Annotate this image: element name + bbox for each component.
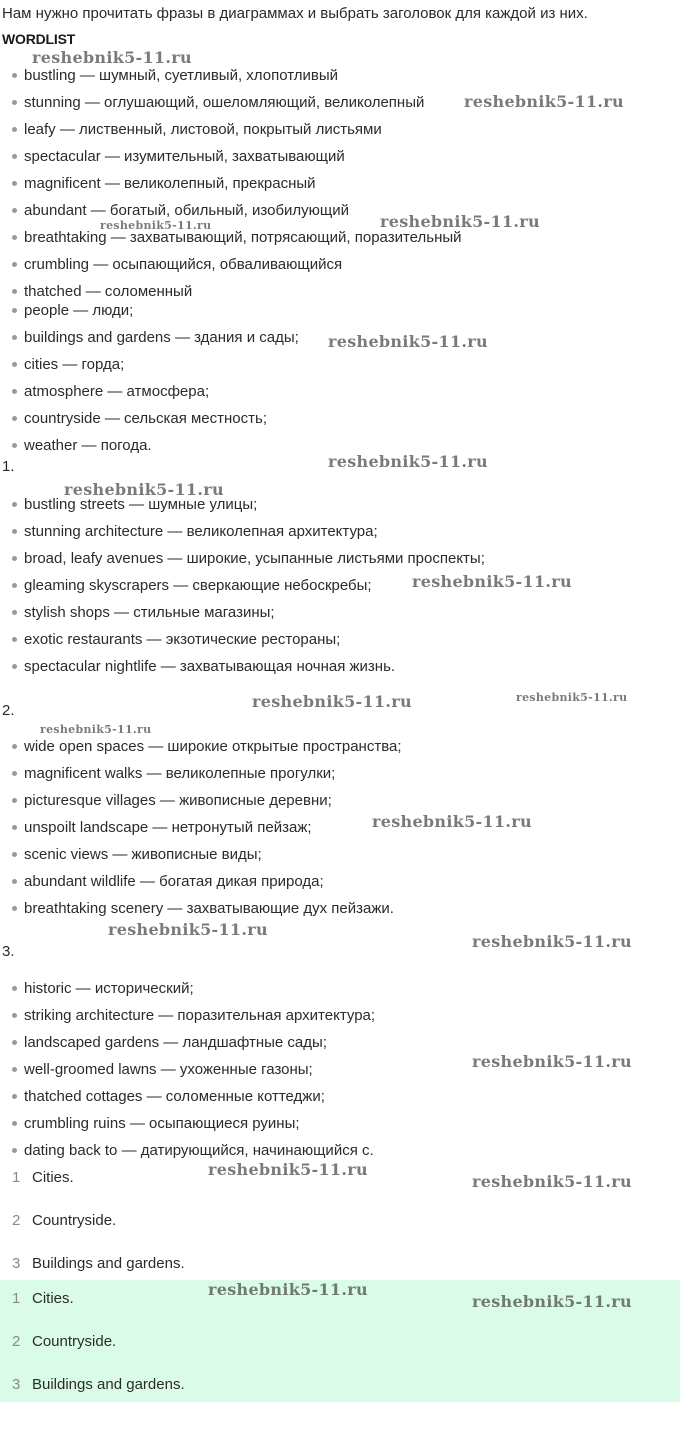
bullet-icon xyxy=(12,744,17,749)
watermark: reshebnik5-11.ru xyxy=(328,332,488,351)
bullet-icon xyxy=(12,529,17,534)
bullet-icon xyxy=(12,556,17,561)
list-item: stunning — оглушающий, ошеломляющий, великолепный xyxy=(12,94,424,111)
answer-text: Countryside. xyxy=(32,1333,117,1350)
bullet-icon xyxy=(12,879,17,884)
bullet-icon xyxy=(12,100,17,105)
bullet-icon xyxy=(12,1040,17,1045)
bullet-icon xyxy=(12,335,17,340)
list-item: historic — исторический; xyxy=(12,980,194,997)
wordlist-heading: WORDLIST xyxy=(2,31,76,47)
bullet-icon xyxy=(12,1148,17,1153)
list-item: exotic restaurants — экзотические рестораны; xyxy=(12,631,340,648)
bullet-icon xyxy=(12,798,17,803)
list-item: countryside — сельская местность; xyxy=(12,410,267,427)
answer-key-row xyxy=(0,1376,185,1393)
intro-text: Нам нужно прочитать фразы в диаграммах и выбрать заголовок для каждой из них. xyxy=(2,5,588,22)
list-item: breathtaking — захватывающий, потрясающий, поразительный xyxy=(12,229,462,246)
list-item: picturesque villages — живописные деревни; xyxy=(12,792,332,809)
watermark: reshebnik5-11.ru xyxy=(100,219,212,232)
watermark: reshebnik5-11.ru xyxy=(64,480,224,499)
answer-text: Cities. xyxy=(32,1290,74,1307)
bullet-icon xyxy=(12,610,17,615)
answer-row xyxy=(0,1212,116,1229)
answer-number: 2 xyxy=(12,1333,21,1350)
bullet-icon xyxy=(12,235,17,240)
list-item: crumbling — осыпающийся, обваливающийся xyxy=(12,256,342,273)
bullet-icon xyxy=(12,443,17,448)
answer-number: 2 xyxy=(12,1212,21,1229)
watermark: reshebnik5-11.ru xyxy=(412,572,572,591)
answer-key-row xyxy=(0,1333,116,1350)
bullet-icon xyxy=(12,637,17,642)
answer-number: 1 xyxy=(12,1290,21,1307)
watermark: reshebnik5-11.ru xyxy=(372,812,532,831)
list-item: breathtaking scenery — захватывающие дух пейзажи. xyxy=(12,900,394,917)
bullet-icon xyxy=(12,664,17,669)
watermark: reshebnik5-11.ru xyxy=(472,1052,632,1071)
answer-text: Countryside. xyxy=(32,1212,117,1229)
bullet-icon xyxy=(12,825,17,830)
bullet-icon xyxy=(12,583,17,588)
list-item: gleaming skyscrapers — сверкающие небоскребы; xyxy=(12,577,372,594)
list-item: striking architecture — поразительная архитектура; xyxy=(12,1007,375,1024)
bullet-icon xyxy=(12,416,17,421)
answer-number: 3 xyxy=(12,1255,21,1272)
watermark: reshebnik5-11.ru xyxy=(208,1280,368,1299)
list-item: bustling — шумный, суетливый, хлопотливый xyxy=(12,67,338,84)
answer-text: Buildings and gardens. xyxy=(32,1255,185,1272)
list-item: thatched — соломенный xyxy=(12,283,192,300)
bullet-icon xyxy=(12,308,17,313)
answer-text: Buildings and gardens. xyxy=(32,1376,185,1393)
list-item: crumbling ruins — осыпающиеся руины; xyxy=(12,1115,300,1132)
bullet-icon xyxy=(12,154,17,159)
watermark: reshebnik5-11.ru xyxy=(380,212,540,231)
list-item: bustling streets — шумные улицы; xyxy=(12,496,257,513)
watermark: reshebnik5-11.ru xyxy=(464,92,624,111)
bullet-icon xyxy=(12,852,17,857)
bullet-icon xyxy=(12,771,17,776)
bullet-icon xyxy=(12,906,17,911)
bullet-icon xyxy=(12,986,17,991)
bullet-icon xyxy=(12,1013,17,1018)
bullet-icon xyxy=(12,289,17,294)
bullet-icon xyxy=(12,127,17,132)
list-item: magnificent walks — великолепные прогулки; xyxy=(12,765,335,782)
list-item: wide open spaces — широкие открытые пространства; xyxy=(12,738,402,755)
list-item: cities — горда; xyxy=(12,356,124,373)
bullet-icon xyxy=(12,73,17,78)
watermark: reshebnik5-11.ru xyxy=(328,452,488,471)
list-item: landscaped gardens — ландшафтные сады; xyxy=(12,1034,327,1051)
list-item: abundant — богатый, обильный, изобилующий xyxy=(12,202,349,219)
answer-row xyxy=(0,1255,185,1272)
list-item: buildings and gardens — здания и сады; xyxy=(12,329,299,346)
bullet-icon xyxy=(12,389,17,394)
watermark: reshebnik5-11.ru xyxy=(472,1292,632,1311)
bullet-icon xyxy=(12,362,17,367)
list-item: spectacular — изумительный, захватывающий xyxy=(12,148,345,165)
section-label: 1. xyxy=(2,458,15,475)
list-item: spectacular nightlife — захватывающая ночная жизнь. xyxy=(12,658,395,675)
list-item: leafy — лиственный, листовой, покрытый листьями xyxy=(12,121,382,138)
bullet-icon xyxy=(12,208,17,213)
answer-text: Cities. xyxy=(32,1169,74,1186)
answer-number: 1 xyxy=(12,1169,21,1186)
list-item: thatched cottages — соломенные коттеджи; xyxy=(12,1088,325,1105)
list-item: weather — погода. xyxy=(12,437,152,454)
section-label: 2. xyxy=(2,702,15,719)
list-item: scenic views — живописные виды; xyxy=(12,846,262,863)
answer-key-row xyxy=(0,1290,74,1307)
watermark: reshebnik5-11.ru xyxy=(472,1172,632,1191)
answer-number: 3 xyxy=(12,1376,21,1393)
list-item: atmosphere — атмосфера; xyxy=(12,383,209,400)
watermark: reshebnik5-11.ru xyxy=(516,691,628,704)
list-item: abundant wildlife — богатая дикая природа; xyxy=(12,873,324,890)
watermark: reshebnik5-11.ru xyxy=(252,692,412,711)
list-item: dating back to — датирующийся, начинающийся с. xyxy=(12,1142,374,1159)
watermark: reshebnik5-11.ru xyxy=(32,48,192,67)
watermark: reshebnik5-11.ru xyxy=(40,723,152,736)
watermark: reshebnik5-11.ru xyxy=(472,932,632,951)
list-item: unspoilt landscape — нетронутый пейзаж; xyxy=(12,819,312,836)
bullet-icon xyxy=(12,502,17,507)
bullet-icon xyxy=(12,1121,17,1126)
list-item: magnificent — великолепный, прекрасный xyxy=(12,175,316,192)
bullet-icon xyxy=(12,181,17,186)
watermark: reshebnik5-11.ru xyxy=(208,1160,368,1179)
list-item: broad, leafy avenues — широкие, усыпанные листьями проспекты; xyxy=(12,550,485,567)
list-item: stunning architecture — великолепная архитектура; xyxy=(12,523,378,540)
list-item: stylish shops — стильные магазины; xyxy=(12,604,275,621)
bullet-icon xyxy=(12,1094,17,1099)
bullet-icon xyxy=(12,262,17,267)
watermark: reshebnik5-11.ru xyxy=(108,920,268,939)
section-label: 3. xyxy=(2,943,15,960)
bullet-icon xyxy=(12,1067,17,1072)
answer-row xyxy=(0,1169,74,1186)
list-item: well-groomed lawns — ухоженные газоны; xyxy=(12,1061,313,1078)
list-item: people — люди; xyxy=(12,302,133,319)
